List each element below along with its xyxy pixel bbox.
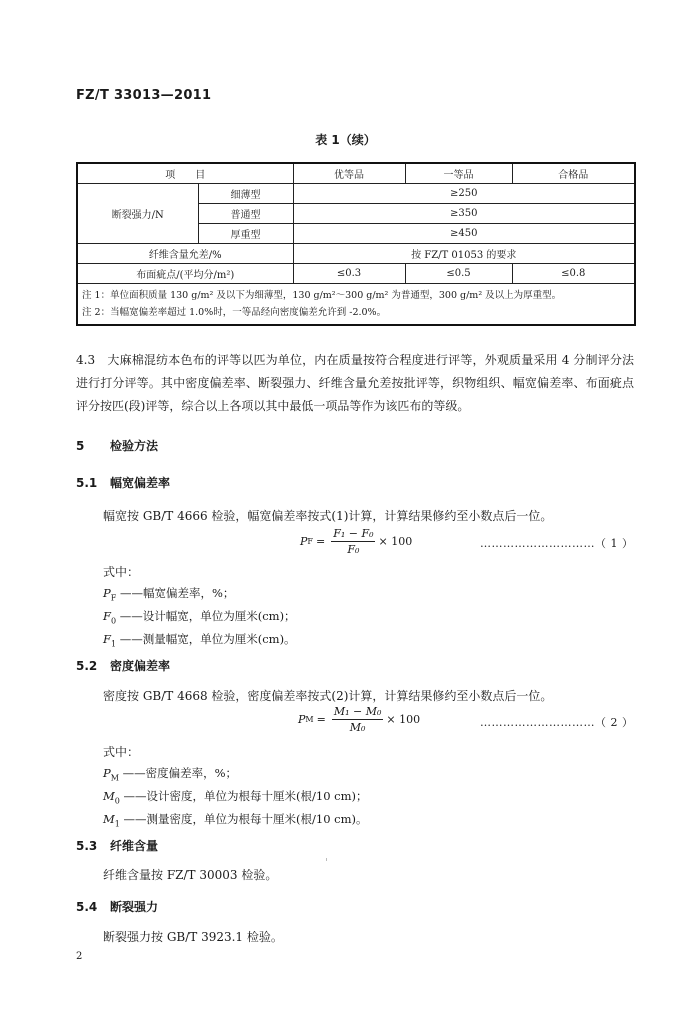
formula-lhs: P (300, 535, 308, 548)
fabric-type: 细薄型 (198, 183, 293, 203)
formula-multiplier: × 100 (378, 535, 413, 548)
defect-label: 布面疵点/(平均分/m²) (77, 263, 293, 283)
formula-fraction (331, 527, 375, 556)
equation-number-2: …………………………（ 2 ） (480, 716, 634, 729)
definition-line: $P_F$ ——幅宽偏差率，%； (103, 586, 235, 603)
section-number: 5 (76, 439, 85, 453)
section-5-4-heading (76, 898, 158, 915)
breaking-value: ≥350 (293, 203, 635, 223)
formula-denominator: F₀ (347, 543, 360, 556)
formula-lhs-sub: M (305, 715, 314, 724)
table-row (77, 243, 635, 263)
table-row (77, 183, 635, 203)
section-title: 密度偏差率 (110, 659, 171, 673)
defect-value-first: ≤0.5 (405, 263, 512, 283)
section-5-2-heading (76, 657, 170, 674)
definition-line: $P_M$ ——密度偏差率，%； (103, 766, 238, 783)
page-number: 2 (76, 951, 83, 962)
where-label: 式中： (103, 565, 140, 579)
fabric-type: 普通型 (198, 203, 293, 223)
table-note: 注 1：单位面积质量 130 g/m² 及以下为细薄型，130 g/m²～300 g/m² 为普通型，300 g/m² 及以上为厚重型。 (82, 289, 562, 301)
section-title: 检验方法 (110, 439, 159, 453)
scan-speck (326, 858, 327, 861)
definition-line: $F_0$ ——设计幅宽，单位为厘米(cm)； (103, 609, 296, 626)
formula-denominator: M₀ (349, 721, 366, 734)
col-header-item: 项 目 (77, 163, 293, 183)
table-notes-row (77, 283, 635, 325)
defect-value-qualified: ≤0.8 (512, 263, 635, 283)
table-note: 注 2：当幅宽偏差率超过 1.0%时，一等品经向密度偏差允许到 -2.0%。 (82, 306, 387, 318)
breaking-strength-label: 断裂强力/N (77, 183, 198, 243)
section-number: 5.3 (76, 839, 98, 853)
formula-lhs-sub: F (307, 537, 313, 546)
definition-line: $F_1$ ——测量幅宽，单位为厘米(cm)。 (103, 632, 296, 649)
defect-value-superior: ≤0.3 (293, 263, 405, 283)
section-5-1-text: 幅宽按 GB/T 4666 检验，幅宽偏差率按式(1)计算，计算结果修约至小数点后一位。 (103, 509, 553, 523)
breaking-value: ≥250 (293, 183, 635, 203)
formula-1 (300, 527, 412, 556)
section-5-3-heading (76, 837, 158, 854)
table-header-row (77, 163, 635, 183)
formula-numerator: F₁ − F₀ (333, 527, 374, 540)
breaking-value: ≥450 (293, 223, 635, 243)
formula-2 (298, 705, 420, 734)
fiber-tolerance-value: 按 FZ/T 01053 的要求 (293, 243, 635, 263)
definition-line: $M_1$ ——测量密度，单位为根每十厘米(根/10 cm)。 (103, 812, 368, 829)
table-row (77, 263, 635, 283)
fabric-type: 厚重型 (198, 223, 293, 243)
formula-equals: = (316, 713, 326, 726)
section-5-2-text: 密度按 GB/T 4668 检验，密度偏差率按式(2)计算，计算结果修约至小数点后一位。 (103, 689, 553, 703)
formula-multiplier: × 100 (386, 713, 421, 726)
fiber-tolerance-label: 纤维含量允差/% (77, 243, 293, 263)
section-number: 5.4 (76, 900, 98, 914)
section-5-heading (76, 437, 158, 454)
section-title: 纤维含量 (110, 839, 159, 853)
table-notes (77, 283, 635, 325)
section-number: 5.1 (76, 476, 98, 490)
formula-equals: = (315, 535, 326, 548)
table-caption: 表 1（续） (315, 133, 376, 147)
formula-fraction (332, 705, 384, 734)
section-5-3-text: 纤维含量按 FZ/T 30003 检验。 (103, 868, 278, 882)
col-header-superior: 优等品 (293, 163, 405, 183)
formula-numerator: M₁ − M₀ (333, 705, 382, 718)
section-5-4-text: 断裂强力按 GB/T 3923.1 检验。 (103, 930, 283, 944)
where-label: 式中： (103, 745, 140, 759)
quality-table (76, 162, 636, 326)
section-5-1-heading (76, 474, 170, 491)
equation-number-1: …………………………（ 1 ） (480, 537, 634, 550)
col-header-qualified: 合格品 (512, 163, 635, 183)
section-4-3-paragraph: 4.3 大麻棉混纺本色布的评等以匹为单位，内在质量按符合程度进行评等，外观质量采用 4 分制评分法进行打分评等。其中密度偏差率、断裂强力、纤维含量允差按批评等，织物组织、幅宽偏差率、布面疵点评分按匹(段)评等，综合以上各项以其中最低一项品等作为该匹布的等级。 (76, 353, 634, 413)
section-number: 5.2 (76, 659, 98, 673)
definition-line: $M_0$ ——设计密度，单位为根每十厘米(根/10 cm)； (103, 789, 368, 806)
formula-lhs: P (298, 713, 306, 726)
standard-code: FZ/T 33013—2011 (76, 88, 212, 103)
col-header-first: 一等品 (405, 163, 512, 183)
section-title: 断裂强力 (110, 900, 159, 914)
section-title: 幅宽偏差率 (110, 476, 171, 490)
